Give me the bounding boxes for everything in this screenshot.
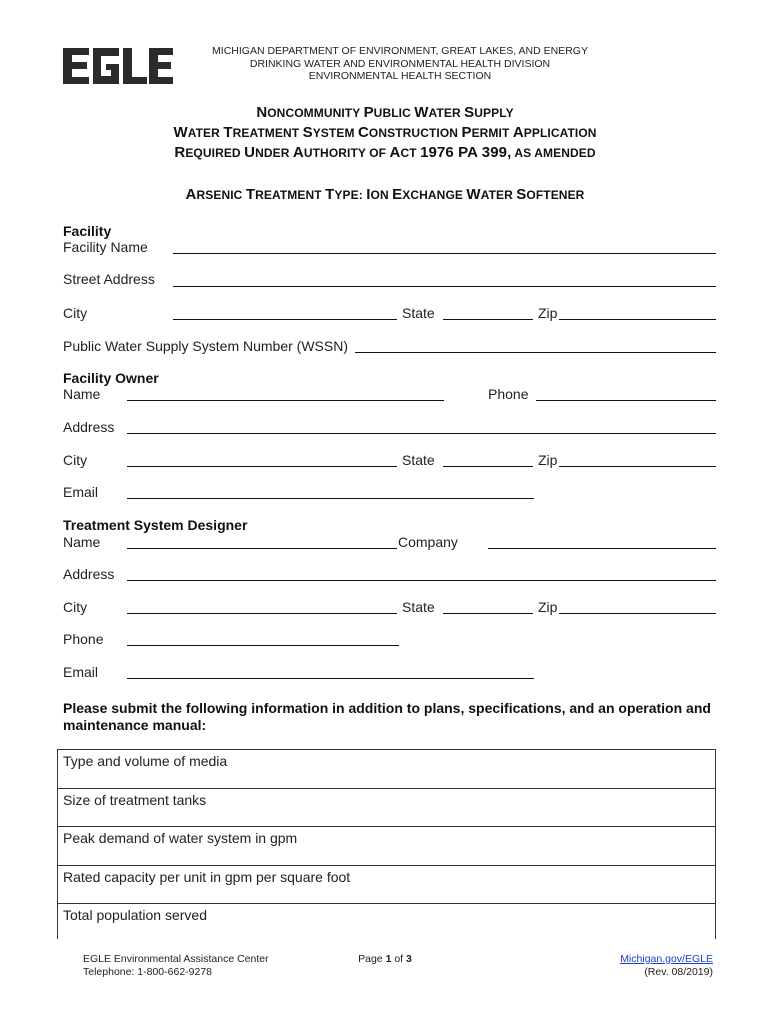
footer-telephone: Telephone: 1-800-662-9278 [83, 966, 213, 978]
owner-city-field[interactable] [127, 466, 397, 467]
table-row-label: Rated capacity per unit in gpm per square foot [63, 868, 351, 885]
owner-zip-field[interactable] [559, 466, 716, 467]
owner-name-field[interactable] [127, 400, 444, 401]
owner-phone-field[interactable] [536, 400, 716, 401]
egle-logo [63, 48, 173, 84]
owner-email-label: Email [63, 484, 99, 500]
table-row-label: Total population served [63, 907, 207, 923]
facility-street-label: Street Address [63, 271, 155, 287]
owner-address-label: Address [63, 419, 115, 435]
facility-city-field[interactable] [173, 319, 397, 320]
facility-street-field[interactable] [173, 286, 716, 287]
table-row[interactable] [58, 904, 715, 943]
table-row-label: Type and volume of media [63, 753, 228, 769]
designer-state-label: State [402, 599, 435, 615]
table-row[interactable] [58, 750, 715, 789]
agency-line-section: ENVIRONMENTAL HEALTH SECTION [308, 70, 492, 82]
instructions-text: Please submit the following information in addition to plans, specifications, and an operation and maintenance manual: [63, 700, 711, 733]
facility-state-label: State [402, 305, 435, 321]
facility-state-field[interactable] [443, 319, 533, 320]
designer-phone-label: Phone [63, 631, 104, 647]
title-line-1: NONCOMMUNITY PUBLIC WATER SUPPLY [256, 104, 514, 121]
table-row[interactable] [58, 866, 715, 905]
designer-heading: Treatment System Designer [63, 517, 248, 533]
designer-state-field[interactable] [443, 613, 533, 614]
revision-date: (Rev. 08/2019) [644, 966, 713, 978]
designer-company-field[interactable] [488, 548, 716, 549]
facility-wssn-label: Public Water Supply System Number (WSSN) [63, 338, 348, 354]
owner-phone-label: Phone [488, 386, 529, 402]
table-row[interactable] [58, 827, 715, 866]
designer-city-field[interactable] [127, 613, 397, 614]
footer-center-name: EGLE Environmental Assistance Center [83, 953, 269, 965]
owner-zip-label: Zip [538, 452, 558, 468]
owner-email-field[interactable] [127, 498, 534, 499]
info-table [57, 749, 716, 939]
owner-city-label: City [63, 452, 88, 468]
table-row-label: Size of treatment tanks [63, 791, 207, 808]
table-row-label: Peak demand of water system in gpm [63, 830, 298, 846]
subtitle: ARSENIC TREATMENT TYPE: ION EXCHANGE WATER SOFTENER [185, 186, 585, 203]
facility-name-label: Facility Name [63, 239, 148, 255]
designer-address-label: Address [63, 566, 115, 582]
egle-logo-graphic [63, 48, 173, 84]
owner-heading: Facility Owner [63, 370, 159, 386]
agency-header [200, 45, 600, 83]
designer-name-label: Name [63, 534, 101, 550]
designer-zip-field[interactable] [559, 613, 716, 614]
egle-website-link[interactable]: Michigan.gov/EGLE [620, 953, 713, 965]
designer-city-label: City [63, 599, 88, 615]
facility-zip-label: Zip [538, 305, 558, 321]
designer-zip-label: Zip [538, 599, 558, 615]
page-label: Page [358, 953, 383, 965]
facility-zip-field[interactable] [559, 319, 716, 320]
facility-wssn-field[interactable] [355, 352, 716, 353]
owner-state-label: State [402, 452, 435, 468]
owner-address-field[interactable] [127, 433, 716, 434]
page-current: 1 [385, 953, 392, 965]
owner-state-field[interactable] [443, 466, 533, 467]
designer-company-label: Company [398, 534, 458, 550]
designer-address-field[interactable] [127, 580, 716, 581]
designer-email-field[interactable] [127, 678, 534, 679]
page-of: of [394, 953, 404, 965]
agency-line-division: DRINKING WATER AND ENVIRONMENTAL HEALTH DIVISION [249, 57, 551, 70]
facility-heading: Facility [63, 223, 112, 239]
designer-email-label: Email [63, 664, 99, 680]
footer-right [620, 953, 713, 979]
title-line-2: WATER TREATMENT SYSTEM CONSTRUCTION PERMIT APPLICATION [173, 124, 597, 141]
title-line-3: REQUIRED UNDER AUTHORITY OF ACT 1976 PA 399, AS AMENDED [174, 144, 596, 161]
facility-name-field[interactable] [173, 253, 716, 254]
owner-name-label: Name [63, 386, 101, 402]
agency-line-department: MICHIGAN DEPARTMENT OF ENVIRONMENT, GREAT LAKES, AND ENERGY [212, 45, 588, 57]
designer-name-field[interactable] [127, 548, 397, 549]
designer-phone-field[interactable] [127, 645, 399, 646]
facility-city-label: City [63, 305, 88, 321]
page-total: 3 [406, 953, 412, 965]
table-row[interactable] [58, 789, 715, 828]
